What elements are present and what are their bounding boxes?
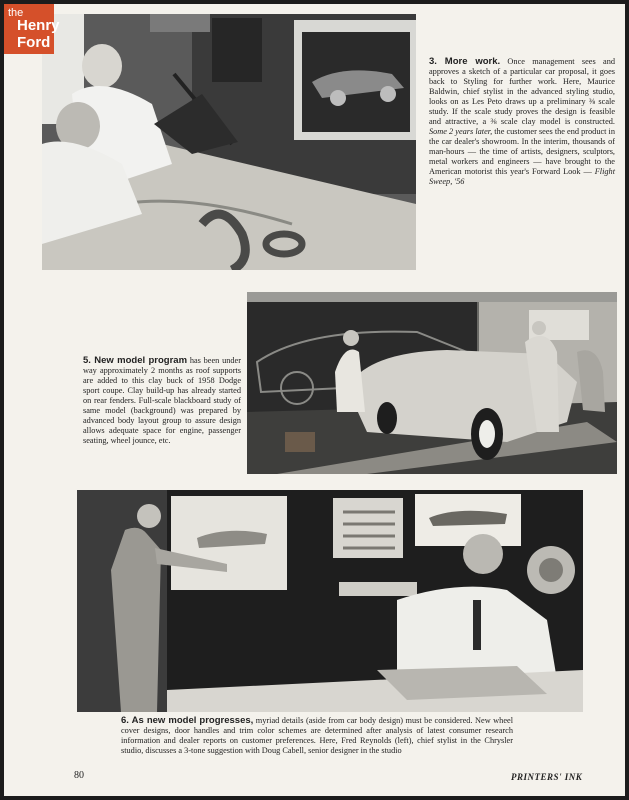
caption-new-model-progresses <box>121 716 513 756</box>
page-number: 80 <box>74 770 84 781</box>
caption-new-model-progresses-text: myriad details (aside from car body design) must be considered. New wheel cover designs, door handles and trim color schemes are determined after analysis of latest consumer research information and dealer reports on customer preferences. Here, Fred Reynolds (left), chief stylist in the Chrysler studio, discusses a 3-tone suggestion with Doug Cabell, senior designer in the studio <box>121 716 513 755</box>
caption-more-work-italic-2: Flight Sweep, '56 <box>429 167 615 186</box>
caption-more-work-heading: 3. More work. <box>429 56 501 67</box>
caption-new-model-program <box>83 356 241 446</box>
logo-line-henry: Henry <box>17 17 60 34</box>
photo-stylists-drawing-image <box>42 14 416 270</box>
caption-more-work <box>429 57 615 187</box>
photo-studio-discussion-image <box>77 490 583 712</box>
photo-clay-buck-image <box>247 292 617 474</box>
photo-stylists-drawing <box>42 14 416 270</box>
logo-line-the: the <box>8 7 24 19</box>
caption-new-model-program-heading: 5. New model program <box>83 355 188 366</box>
henry-ford-logo <box>4 4 60 54</box>
photo-clay-buck <box>247 292 617 474</box>
caption-new-model-progresses-heading: 6. As new model progresses, <box>121 715 254 726</box>
caption-more-work-italic: Some 2 years later, <box>429 127 493 136</box>
caption-new-model-program-text: has been under way approximately 2 months as roof supports are added to this clay buck of 1958 Dodge sport coupe. Clay build-up has already started on rear fenders. Full-scale blackboard study of same model (background) was prepared by advanced body layout group to assure design allows adequate space for engine, passenger seating, wheel jounce, etc. <box>83 356 241 445</box>
magazine-page <box>4 4 625 796</box>
caption-more-work-text-2: the customer sees the end product in the car dealer's showroom. In the interim, thousands of man-hours — the time of artists, designers, sculptors, metal workers and engineers — have brought to the American motorist this year's Forward Look — <box>429 127 615 176</box>
caption-more-work-text: Once management sees and approves a sketch of a particular car proposal, it goes back to Styling for further work. Here, Maurice Baldwin, chief stylist in the advanced styling studio, looks on as Les Peto draws up a preliminary ⅜ scale study. If the scale study proves the design is feasible and attractive, a ⅜ scale clay model is constructed. <box>429 57 615 126</box>
photo-studio-discussion <box>77 490 583 712</box>
logo-line-ford: Ford <box>17 34 51 51</box>
magazine-title: PRINTERS' INK <box>511 772 583 782</box>
